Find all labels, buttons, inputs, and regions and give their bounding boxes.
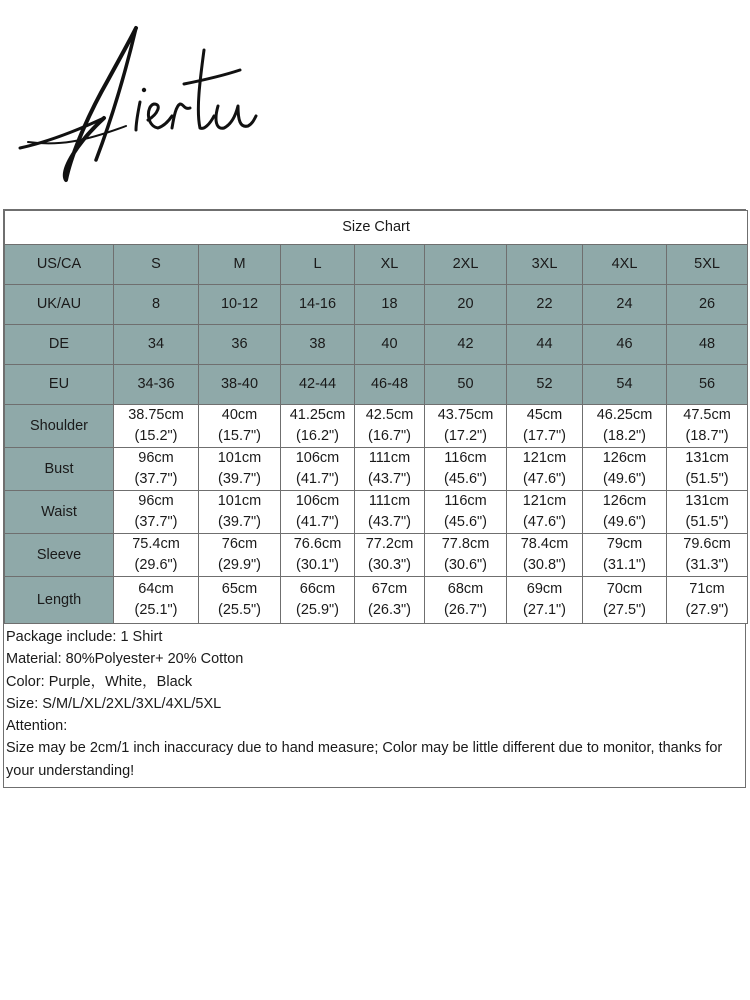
measurement-row bbox=[5, 534, 748, 577]
measurement-cell bbox=[425, 448, 507, 491]
inch-value: (25.1") bbox=[134, 602, 178, 618]
measurement-cell bbox=[667, 534, 748, 577]
measurement-cell bbox=[114, 491, 199, 534]
measurement-cell bbox=[281, 405, 355, 448]
cm-value: 71cm bbox=[689, 581, 725, 597]
inch-value: (25.5") bbox=[217, 602, 262, 618]
cm-value: 76cm bbox=[221, 536, 258, 552]
cm-value: 47.5cm bbox=[683, 407, 731, 423]
inch-value: (45.6") bbox=[443, 514, 488, 530]
inch-value: (37.7") bbox=[134, 471, 178, 487]
inch-value: (30.8") bbox=[522, 557, 567, 573]
cm-value: 131cm bbox=[685, 493, 729, 509]
inch-value: (17.2") bbox=[443, 428, 488, 444]
inch-value: (39.7") bbox=[217, 471, 262, 487]
cm-value: 79.6cm bbox=[683, 536, 731, 552]
inch-value: (15.7") bbox=[217, 428, 262, 444]
measurement-cell bbox=[281, 491, 355, 534]
cm-value: 77.2cm bbox=[365, 536, 414, 552]
inch-value: (16.2") bbox=[295, 428, 340, 444]
size-cell: M bbox=[199, 245, 281, 285]
inch-value: (16.7") bbox=[367, 428, 412, 444]
measurement-cell bbox=[667, 405, 748, 448]
cm-value: 70cm bbox=[606, 581, 643, 597]
measurement-cell bbox=[355, 534, 425, 577]
size-cell: 34 bbox=[114, 325, 199, 365]
measurement-cell bbox=[355, 577, 425, 624]
measurement-cell bbox=[425, 491, 507, 534]
cm-value: 126cm bbox=[602, 493, 647, 509]
cm-value: 69cm bbox=[526, 581, 563, 597]
cm-value: 101cm bbox=[217, 450, 262, 466]
package-include: Package include: 1 Shirt bbox=[6, 629, 163, 645]
measurement-row bbox=[5, 405, 748, 448]
inch-value: (37.7") bbox=[134, 514, 178, 530]
cm-value: 121cm bbox=[522, 450, 567, 466]
size-cell: 44 bbox=[507, 325, 583, 365]
measurement-row bbox=[5, 577, 748, 624]
cm-value: 41.25cm bbox=[289, 407, 346, 423]
product-notes bbox=[4, 624, 745, 787]
measurement-cell bbox=[667, 577, 748, 624]
measurement-cell bbox=[583, 577, 667, 624]
size-cell: 48 bbox=[667, 325, 748, 365]
inch-value: (27.5") bbox=[602, 602, 647, 618]
cm-value: 116cm bbox=[444, 493, 487, 509]
inch-value: (31.3") bbox=[685, 557, 729, 573]
row-label: EU bbox=[5, 365, 114, 405]
cm-value: 111cm bbox=[368, 493, 411, 509]
measurement-cell bbox=[199, 491, 281, 534]
measurement-cell bbox=[425, 405, 507, 448]
size-cell: 34-36 bbox=[114, 365, 199, 405]
measurement-cell bbox=[507, 405, 583, 448]
size-cell: 36 bbox=[199, 325, 281, 365]
inch-value: (18.2") bbox=[602, 428, 647, 444]
cm-value: 126cm bbox=[602, 450, 647, 466]
size-options: Size: S/M/L/XL/2XL/3XL/4XL/5XL bbox=[6, 695, 222, 712]
size-row bbox=[5, 325, 748, 365]
inch-value: (39.7") bbox=[217, 514, 262, 530]
inch-value: (41.7") bbox=[295, 514, 340, 530]
size-cell: 18 bbox=[355, 285, 425, 325]
size-cell: XL bbox=[355, 245, 425, 285]
inch-value: (30.3") bbox=[367, 557, 412, 573]
size-cell: 4XL bbox=[583, 245, 667, 285]
size-row bbox=[5, 285, 748, 325]
cm-value: 38.75cm bbox=[128, 407, 184, 423]
inch-value: (18.7") bbox=[685, 428, 729, 444]
inch-value: (51.5") bbox=[685, 514, 729, 530]
inch-value: (25.9") bbox=[295, 602, 340, 618]
cm-value: 76.6cm bbox=[293, 536, 342, 552]
cm-value: 121cm bbox=[522, 493, 567, 509]
inch-value: (26.3") bbox=[367, 602, 412, 618]
measurement-cell bbox=[281, 448, 355, 491]
size-chart-title: Size Chart bbox=[5, 211, 748, 245]
row-label: Waist bbox=[5, 491, 114, 534]
cm-value: 116cm bbox=[444, 450, 487, 466]
row-label: DE bbox=[5, 325, 114, 365]
size-cell: L bbox=[281, 245, 355, 285]
size-cell: 54 bbox=[583, 365, 667, 405]
size-row bbox=[5, 245, 748, 285]
inch-value: (43.7") bbox=[367, 471, 412, 487]
row-label: Length bbox=[5, 577, 114, 624]
inch-value: (27.1") bbox=[522, 602, 567, 618]
measurement-row bbox=[5, 491, 748, 534]
cm-value: 68cm bbox=[447, 581, 484, 597]
inch-value: (29.6") bbox=[134, 557, 178, 573]
inch-value: (30.6") bbox=[443, 557, 488, 573]
inch-value: (43.7") bbox=[367, 514, 412, 530]
size-cell: 56 bbox=[667, 365, 748, 405]
measurement-cell bbox=[199, 448, 281, 491]
cm-value: 96cm bbox=[138, 493, 174, 509]
cm-value: 75.4cm bbox=[132, 536, 180, 552]
size-chart-container bbox=[3, 209, 746, 788]
size-cell: 42 bbox=[425, 325, 507, 365]
size-cell: 2XL bbox=[425, 245, 507, 285]
measurement-cell bbox=[281, 577, 355, 624]
measurement-cell bbox=[583, 405, 667, 448]
size-cell: 50 bbox=[425, 365, 507, 405]
measurement-cell bbox=[281, 534, 355, 577]
inch-value: (41.7") bbox=[295, 471, 340, 487]
measurement-cell bbox=[355, 491, 425, 534]
measurement-cell bbox=[425, 577, 507, 624]
inch-value: (27.9") bbox=[685, 602, 729, 618]
row-label: Shoulder bbox=[5, 405, 114, 448]
measurement-cell bbox=[355, 405, 425, 448]
cm-value: 131cm bbox=[685, 450, 729, 466]
disclaimer: Size may be 2cm/1 inch inaccuracy due to hand measure; Color may be little different due to monitor, thanks for your understanding! bbox=[6, 740, 723, 779]
measurement-cell bbox=[199, 534, 281, 577]
size-cell: 22 bbox=[507, 285, 583, 325]
inch-value: (47.6") bbox=[522, 514, 567, 530]
cm-value: 101cm bbox=[217, 493, 262, 509]
size-cell: 38 bbox=[281, 325, 355, 365]
size-cell: 42-44 bbox=[281, 365, 355, 405]
inch-value: (15.2") bbox=[134, 428, 178, 444]
size-cell: S bbox=[114, 245, 199, 285]
size-cell: 46-48 bbox=[355, 365, 425, 405]
row-label: US/CA bbox=[5, 245, 114, 285]
inch-value: (47.6") bbox=[522, 471, 567, 487]
measurement-cell bbox=[667, 448, 748, 491]
cm-value: 42.5cm bbox=[365, 407, 414, 423]
size-cell: 20 bbox=[425, 285, 507, 325]
cm-value: 106cm bbox=[295, 450, 340, 466]
cm-value: 77.8cm bbox=[441, 536, 490, 552]
size-cell: 8 bbox=[114, 285, 199, 325]
cm-value: 96cm bbox=[138, 450, 174, 466]
cm-value: 66cm bbox=[299, 581, 336, 597]
size-cell: 38-40 bbox=[199, 365, 281, 405]
size-cell: 46 bbox=[583, 325, 667, 365]
cm-value: 45cm bbox=[526, 407, 563, 423]
material: Material: 80%Polyester+ 20% Cotton bbox=[6, 651, 244, 668]
brand-logo bbox=[8, 10, 268, 190]
size-cell: 52 bbox=[507, 365, 583, 405]
cm-value: 106cm bbox=[295, 493, 340, 509]
measurement-cell bbox=[114, 405, 199, 448]
attention-heading: Attention: bbox=[6, 718, 68, 735]
measurement-cell bbox=[425, 534, 507, 577]
size-cell: 40 bbox=[355, 325, 425, 365]
inch-value: (29.9") bbox=[217, 557, 262, 573]
size-chart-table bbox=[4, 210, 748, 624]
size-cell: 10-12 bbox=[199, 285, 281, 325]
inch-value: (49.6") bbox=[602, 471, 647, 487]
measurement-cell bbox=[199, 405, 281, 448]
size-cell: 24 bbox=[583, 285, 667, 325]
inch-value: (45.6") bbox=[443, 471, 488, 487]
measurement-cell bbox=[583, 491, 667, 534]
cm-value: 111cm bbox=[368, 450, 411, 466]
size-cell: 5XL bbox=[667, 245, 748, 285]
measurement-row bbox=[5, 448, 748, 491]
cm-value: 40cm bbox=[221, 407, 258, 423]
size-row bbox=[5, 365, 748, 405]
cm-value: 46.25cm bbox=[596, 407, 653, 423]
inch-value: (51.5") bbox=[685, 471, 729, 487]
measurement-cell bbox=[355, 448, 425, 491]
size-cell: 3XL bbox=[507, 245, 583, 285]
cm-value: 65cm bbox=[221, 581, 258, 597]
inch-value: (31.1") bbox=[602, 557, 647, 573]
measurement-cell bbox=[583, 534, 667, 577]
measurement-cell bbox=[507, 577, 583, 624]
measurement-cell bbox=[583, 448, 667, 491]
cm-value: 79cm bbox=[606, 536, 643, 552]
measurement-cell bbox=[114, 534, 199, 577]
cm-value: 78.4cm bbox=[520, 536, 569, 552]
size-cell: 14-16 bbox=[281, 285, 355, 325]
measurement-cell bbox=[507, 448, 583, 491]
measurement-cell bbox=[667, 491, 748, 534]
measurement-cell bbox=[114, 577, 199, 624]
size-cell: 26 bbox=[667, 285, 748, 325]
measurement-cell bbox=[114, 448, 199, 491]
cm-value: 43.75cm bbox=[437, 407, 494, 423]
measurement-cell bbox=[507, 491, 583, 534]
measurement-cell bbox=[507, 534, 583, 577]
row-label: UK/AU bbox=[5, 285, 114, 325]
row-label: Sleeve bbox=[5, 534, 114, 577]
measurement-cell bbox=[199, 577, 281, 624]
cm-value: 64cm bbox=[138, 581, 174, 597]
cm-value: 67cm bbox=[371, 581, 408, 597]
inch-value: (26.7") bbox=[443, 602, 488, 618]
row-label: Bust bbox=[5, 448, 114, 491]
inch-value: (30.1") bbox=[295, 557, 340, 573]
inch-value: (49.6") bbox=[602, 514, 647, 530]
color-options: Color: Purple，White，Black bbox=[6, 673, 193, 690]
inch-value: (17.7") bbox=[522, 428, 567, 444]
